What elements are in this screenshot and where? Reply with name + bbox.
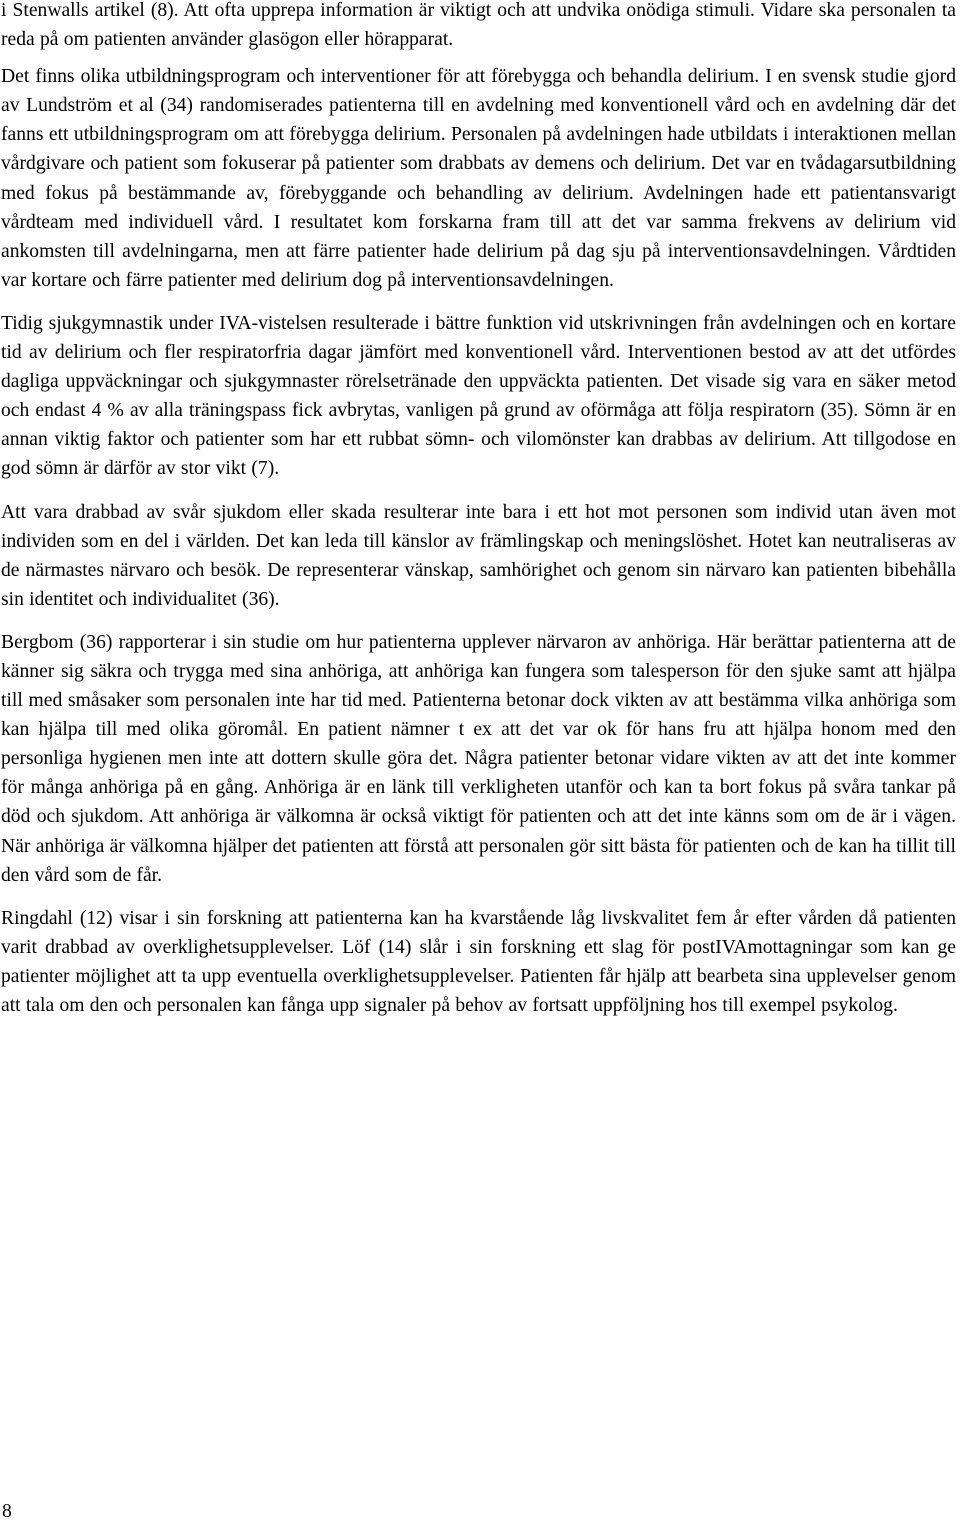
page-number: 8 (2, 1501, 12, 1522)
paragraph-early-physiotherapy: Tidig sjukgymnastik under IVA-vistelsen resulterade i bättre funktion vid utskrivningen från avdelningen och en kortare tid av delirium och fler respiratorfria dagar jämfört med konventionell vård. Interventionen bestod av att det utfördes dagliga uppväckningar och sjukgymnaster rörelsetränade den uppväckta patienten. Det visade sig vara en säker metod och endast 4 % av alla träningspass fick avbrytas, vanligen på grund av oförmåga att följa respiratorn (35). Sömn är en annan viktig faktor och patienter som har ett rubbat sömn- och vilomönster kan drabbas av delirium. Att tillgodose en god sömn är därför av stor vikt (7). (1, 312, 956, 480)
paragraph-stenwall-continuation: i Stenwalls artikel (8). Att ofta upprepa information är viktigt och att undvika onödiga stimuli. Vidare ska personalen ta reda på om patienten använder glasögon eller hörapparat. (1, 0, 956, 51)
paragraph-ringdahl-lof: Ringdahl (12) visar i sin forskning att patienterna kan ha kvarstående låg livskvalitet fem år efter vården då patienten varit drabbad av overklighetsupplevelser. Löf (14) slår i sin forskning ett slag för postIVAmottagningar som kan ge patienter möjlighet att ta upp eventuella overklighetsupplevelser. Patienten får hjälp att bearbeta sina upplevelser genom att tala om den och personalen kan fånga upp signaler på behov av fortsatt uppföljning hos till exempel psykolog. (1, 907, 956, 1016)
document-body (1, 0, 956, 1034)
paragraph-interventions-lundstrom: Det finns olika utbildningsprogram och interventioner för att förebygga och behandla delirium. I en svensk studie gjord av Lundström et al (34) randomiserades patienterna till en avdelning med konventionell vård och en avdelning där det fanns ett utbildningsprogram om att förebygga delirium. Personalen på avdelningen hade utbildats i interaktionen mellan vårdgivare och patient som fokuserar på patienter som drabbats av demens och delirium. Det var en tvådagarsutbildning med fokus på bestämmande av, förebyggande och behandling av delirium. Avdelningen hade ett patientansvarigt vårdteam med individuell vård. I resultatet kom forskarna fram till att det var samma frekvens av delirium vid ankomsten till avdelningarna, men att färre patienter hade delirium på dag sju på interventionsavdelningen. Vårdtiden var kortare och färre patienter med delirium dog på interventionsavdelningen. (1, 66, 956, 291)
paragraph-threat-of-illness: Att vara drabbad av svår sjukdom eller skada resulterar inte bara i ett hot mot personen som individ utan även mot individen som en del i världen. Det kan leda till känslor av främlingskap och meningslöshet. Hotet kan neutraliseras av de närmastes närvaro och besök. De representerar vänskap, samhörighet och genom sin närvaro kan patienten bibehålla sin identitet och individualitet (36). (1, 501, 956, 610)
paragraph-bergbom-relatives: Bergbom (36) rapporterar i sin studie om hur patienterna upplever närvaron av anhöriga. Här berättar patienterna att de känner sig säkra och trygga med sina anhöriga, att anhöriga kan fungera som talesperson för den sjuke samt att hjälpa till med småsaker som personalen inte har tid med. Patienterna betonar dock vikten av att bestämma vilka anhöriga som kan hjälpa till med olika göromål. En patient nämner t ex att det var ok för hans fru att hjälpa honom med den personliga hygienen men inte att dottern skulle göra det. Några patienter betonar vidare vikten av att det inte kommer för många anhöriga på en gång. Anhöriga är en länk till verkligheten utanför och kan ta bort fokus på svåra tankar på död och sjukdom. Att anhöriga är välkomna är också viktigt för patienten och att det inte känns som om de är i vägen. När anhöriga är välkomna hjälper det patienten att förstå att personalen gör sitt bästa för patienten och de kan ha tillit till den vård som de får. (1, 631, 956, 886)
